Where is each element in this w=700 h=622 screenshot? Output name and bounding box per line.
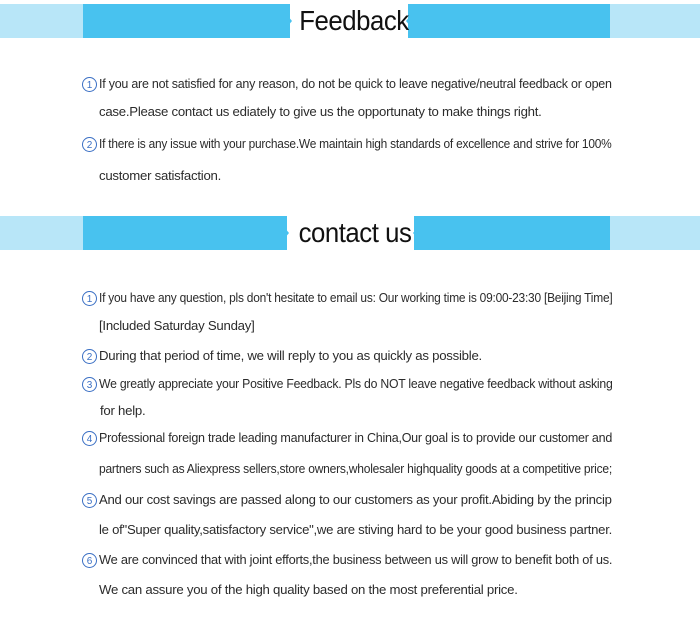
item-text-line: [Included Saturday Sunday] xyxy=(99,318,255,333)
item-text-line: customer satisfaction. xyxy=(99,168,222,183)
item-text-line: And our cost savings are passed along to our customers as your profit.Abiding by the princip xyxy=(99,492,612,507)
item-text-line: We are convinced that with joint efforts,the business between us will grow to benefit both of us. xyxy=(99,552,613,567)
item-text-line: During that period of time, we will reply to you as quickly as possible. xyxy=(99,348,482,363)
item-text-line: for help. xyxy=(100,403,146,418)
item-text-line: If you are not satisfied for any reason, do not be quick to leave negative/neutral feedback or open xyxy=(99,76,612,91)
circled-number-icon: 4 xyxy=(82,431,97,446)
circled-number-icon: 2 xyxy=(82,349,97,364)
circled-number-icon: 1 xyxy=(82,77,97,92)
section-title-feedback: Feedback xyxy=(299,5,409,36)
arrow-right-icon xyxy=(273,216,289,250)
section-title-contact: contact us xyxy=(298,217,412,248)
circled-number-icon: 3 xyxy=(82,377,97,392)
item-text-line: If there is any issue with your purchase.We maintain high standards of excellence and strive for 100% xyxy=(99,136,612,151)
banner-side-left xyxy=(0,4,83,38)
item-text-line: If you have any question, pls don't hesitate to email us: Our working time is 09:00-23:30 [Beijing Time] xyxy=(99,290,613,305)
feedback-banner xyxy=(0,4,700,38)
circled-number-icon: 2 xyxy=(82,137,97,152)
banner-side-right xyxy=(610,216,700,250)
item-text-line: partners such as Aliexpress sellers,store owners,wholesaler highquality goods at a competitive price; xyxy=(99,461,613,476)
item-text-line: case.Please contact us ediately to give us the opportunaty to make things right. xyxy=(99,104,542,119)
contact-banner xyxy=(0,216,700,250)
arrow-right-icon xyxy=(276,4,292,38)
item-text-line: We can assure you of the high quality based on the most preferential price. xyxy=(99,582,518,597)
circled-number-icon: 1 xyxy=(82,291,97,306)
circled-number-icon: 6 xyxy=(82,553,97,568)
item-text-line: Professional foreign trade leading manufacturer in China,Our goal is to provide our customer and xyxy=(99,430,613,445)
banner-side-right xyxy=(610,4,700,38)
banner-side-left xyxy=(0,216,83,250)
item-text-line: le of"Super quality,satisfactory service",we are stiving hard to be your good business partner. xyxy=(99,522,612,537)
circled-number-icon: 5 xyxy=(82,493,97,508)
item-text-line: We greatly appreciate your Positive Feedback. Pls do NOT leave negative feedback without asking xyxy=(99,376,613,391)
